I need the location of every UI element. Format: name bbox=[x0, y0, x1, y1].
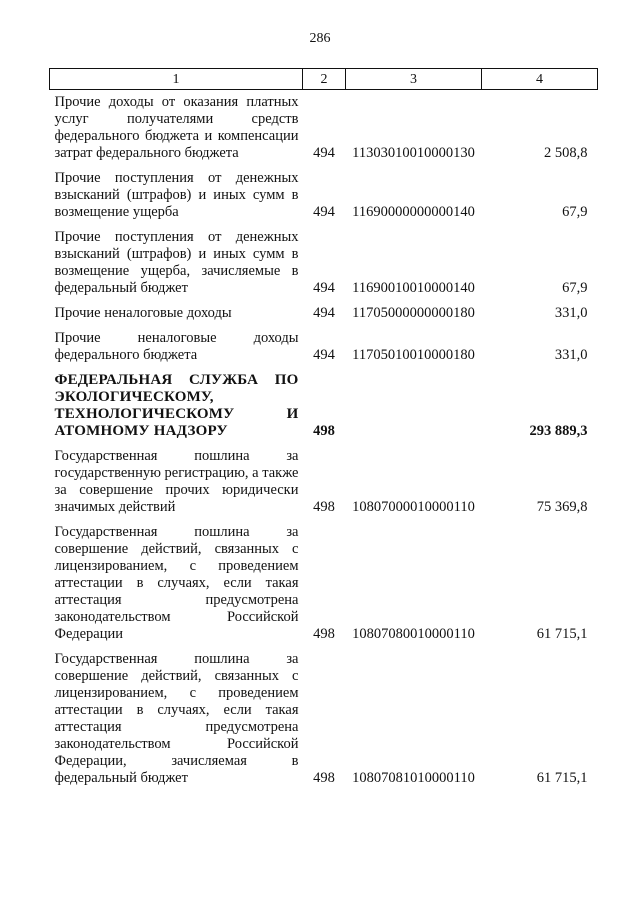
classification-code-cell: 10807080010000110 bbox=[352, 626, 475, 642]
header-col-3: 3 bbox=[346, 69, 482, 90]
revenue-name-cell: Государственная пошлина за совершение действий, связанных с лицензированием, с проведением аттестации в случаях, если такая аттестация предусмотрена законодательством Российской Федерации bbox=[54, 524, 299, 642]
admin-code-cell: 494 bbox=[313, 347, 335, 363]
page-number: 286 bbox=[309, 31, 331, 46]
classification-code-cell: 11690000000000140 bbox=[352, 204, 475, 220]
revenue-name-cell: Государственная пошлина за государственную регистрацию, а также за совершение прочих юридически значимых действий bbox=[54, 448, 299, 515]
amount-cell: 2 508,8 bbox=[544, 145, 588, 161]
amount-cell: 67,9 bbox=[562, 204, 588, 220]
amount-cell: 61 715,1 bbox=[536, 770, 588, 786]
revenue-name-cell: Прочие неналоговые доходы федерального бюджета bbox=[54, 330, 299, 363]
header-col-4: 4 bbox=[482, 69, 598, 90]
header-col-2: 2 bbox=[303, 69, 346, 90]
admin-code-cell: 494 bbox=[313, 305, 335, 321]
table-row bbox=[50, 520, 598, 647]
table-body bbox=[50, 90, 598, 792]
table-row bbox=[50, 647, 598, 791]
table-row bbox=[50, 225, 598, 301]
admin-code-cell: 498 bbox=[313, 626, 335, 642]
amount-cell: 67,9 bbox=[562, 280, 588, 296]
admin-code-cell: 494 bbox=[313, 145, 335, 161]
admin-code-cell: 498 bbox=[313, 770, 335, 786]
amount-cell: 331,0 bbox=[554, 347, 588, 363]
table-header bbox=[50, 69, 598, 90]
header-col-1: 1 bbox=[50, 69, 303, 90]
header-row bbox=[50, 69, 598, 90]
amount-cell: 61 715,1 bbox=[536, 626, 588, 642]
budget-revenue-table bbox=[49, 68, 598, 791]
amount-cell: 293 889,3 bbox=[529, 423, 588, 439]
revenue-name-cell: Государственная пошлина за совершение действий, связанных с лицензированием, с проведением аттестации в случаях, если такая аттестация предусмотрена законодательством Российской Федерации, зачисляемая в федеральный бюджет bbox=[54, 651, 299, 786]
classification-code-cell: 11303010010000130 bbox=[352, 145, 475, 161]
revenue-name-cell: Прочие неналоговые доходы bbox=[54, 305, 232, 321]
amount-cell: 331,0 bbox=[554, 305, 588, 321]
classification-code-cell bbox=[346, 368, 482, 444]
table-row bbox=[50, 368, 598, 444]
table-row bbox=[50, 326, 598, 368]
classification-code-cell: 11705010010000180 bbox=[352, 347, 475, 363]
admin-code-cell: 494 bbox=[313, 204, 335, 220]
revenue-name-cell: ФЕДЕРАЛЬНАЯ СЛУЖБА ПО ЭКОЛОГИЧЕСКОМУ, ТЕХНОЛОГИЧЕСКОМУ И АТОМНОМУ НАДЗОРУ bbox=[54, 372, 299, 439]
classification-code-cell: 10807000010000110 bbox=[352, 499, 475, 515]
amount-cell: 75 369,8 bbox=[536, 499, 588, 515]
table-row bbox=[50, 301, 598, 326]
classification-code-cell: 11705000000000180 bbox=[352, 305, 475, 321]
revenue-name-cell: Прочие поступления от денежных взысканий (штрафов) и иных сумм в возмещение ущерба bbox=[54, 170, 299, 220]
classification-code-cell: 11690010010000140 bbox=[352, 280, 475, 296]
revenue-name-cell: Прочие поступления от денежных взысканий (штрафов) и иных сумм в возмещение ущерба, зачисляемые в федеральный бюджет bbox=[54, 229, 299, 296]
admin-code-cell: 498 bbox=[313, 499, 335, 515]
admin-code-cell: 498 bbox=[313, 423, 335, 439]
classification-code-cell: 10807081010000110 bbox=[352, 770, 475, 786]
table-row bbox=[50, 444, 598, 520]
table-row bbox=[50, 90, 598, 167]
table-row bbox=[50, 166, 598, 225]
revenue-name-cell: Прочие доходы от оказания платных услуг получателями средств федерального бюджета и компенсации затрат федерального бюджета bbox=[54, 94, 299, 161]
admin-code-cell: 494 bbox=[313, 280, 335, 296]
